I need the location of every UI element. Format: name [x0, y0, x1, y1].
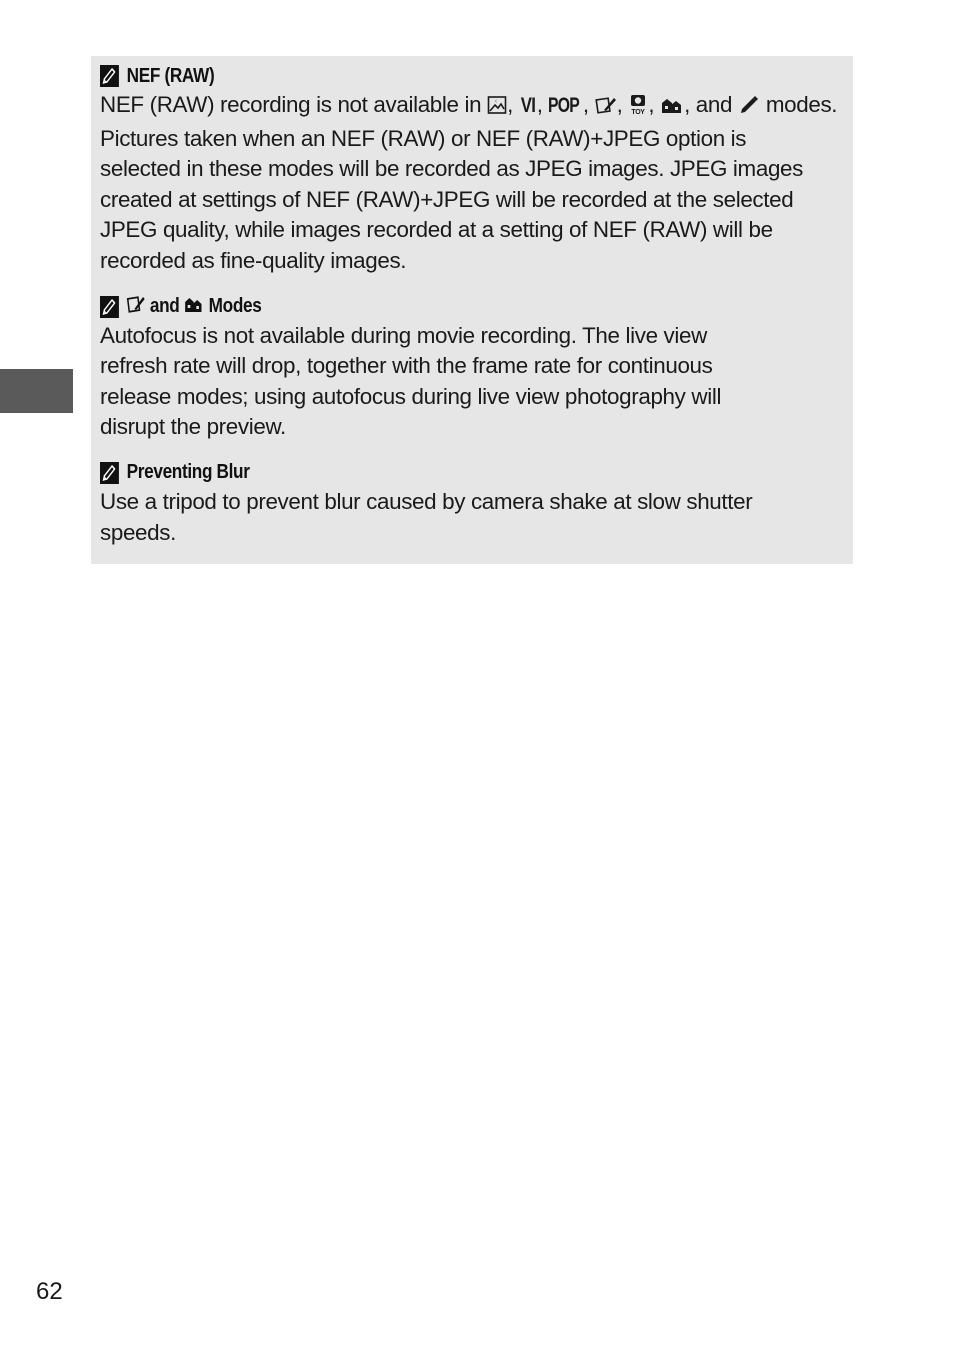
body-line [100, 90, 843, 124]
note-heading [100, 62, 739, 90]
body-text: NEF (RAW) recording is not available in [100, 92, 488, 117]
note-heading-and: and [149, 295, 180, 318]
body-line: Autofocus is not available during movie recording. The live view [100, 322, 707, 348]
pop-icon: POP [548, 94, 580, 117]
notes-panel [91, 56, 853, 564]
note-preventing-blur [100, 459, 843, 548]
pencil-icon [100, 462, 119, 484]
body-line: release modes; using autofocus during live view photography will [100, 383, 722, 409]
body-line: JPEG quality, while images recorded at a setting of NEF (RAW) will be [100, 217, 773, 243]
note-body [100, 321, 843, 443]
miniature-icon [184, 294, 205, 320]
selective-color-icon [738, 93, 760, 124]
note-nef-raw [100, 62, 843, 277]
body-line: speeds. [100, 519, 176, 545]
note-body [100, 487, 843, 548]
body-line: selected in these modes will be recorded as JPEG images. JPEG images [100, 156, 803, 182]
body-line: created at settings of NEF (RAW)+JPEG will be recorded at the selected [100, 186, 794, 212]
body-text: , [582, 92, 595, 117]
note-heading [100, 293, 739, 321]
photo-illustration-icon [127, 294, 146, 320]
body-text: , [507, 92, 519, 117]
pencil-icon [100, 65, 119, 87]
body-text: modes. [759, 92, 838, 117]
svg-text:TOY: TOY [631, 109, 645, 115]
note-heading [100, 459, 739, 487]
body-line: disrupt the preview. [100, 414, 286, 440]
body-text: , [648, 92, 661, 117]
toy-camera-icon [628, 93, 648, 124]
note-heading-modes: Modes [208, 295, 262, 318]
note-heading-text: NEF (RAW) [126, 64, 215, 87]
body-text: , [536, 92, 549, 117]
night-landscape-icon [487, 93, 507, 124]
body-line: recorded as fine-quality images. [100, 247, 407, 273]
body-line: Use a tripod to prevent blur caused by camera shake at slow shutter [100, 488, 753, 514]
miniature-icon [660, 93, 684, 124]
body-line: refresh rate will drop, together with the frame rate for continuous [100, 353, 713, 379]
page-number: 62 [36, 1278, 63, 1305]
chapter-side-tab [0, 369, 73, 413]
vivid-icon: VI [520, 94, 535, 117]
photo-illustration-icon [595, 93, 617, 124]
body-text: , and [684, 92, 738, 117]
note-heading-text: Preventing Blur [126, 461, 250, 484]
pencil-icon [100, 296, 119, 318]
note-modes [100, 293, 843, 443]
note-body [100, 90, 843, 277]
body-text: , [616, 92, 629, 117]
body-line: Pictures taken when an NEF (RAW) or NEF (RAW)+JPEG option is [100, 125, 747, 151]
